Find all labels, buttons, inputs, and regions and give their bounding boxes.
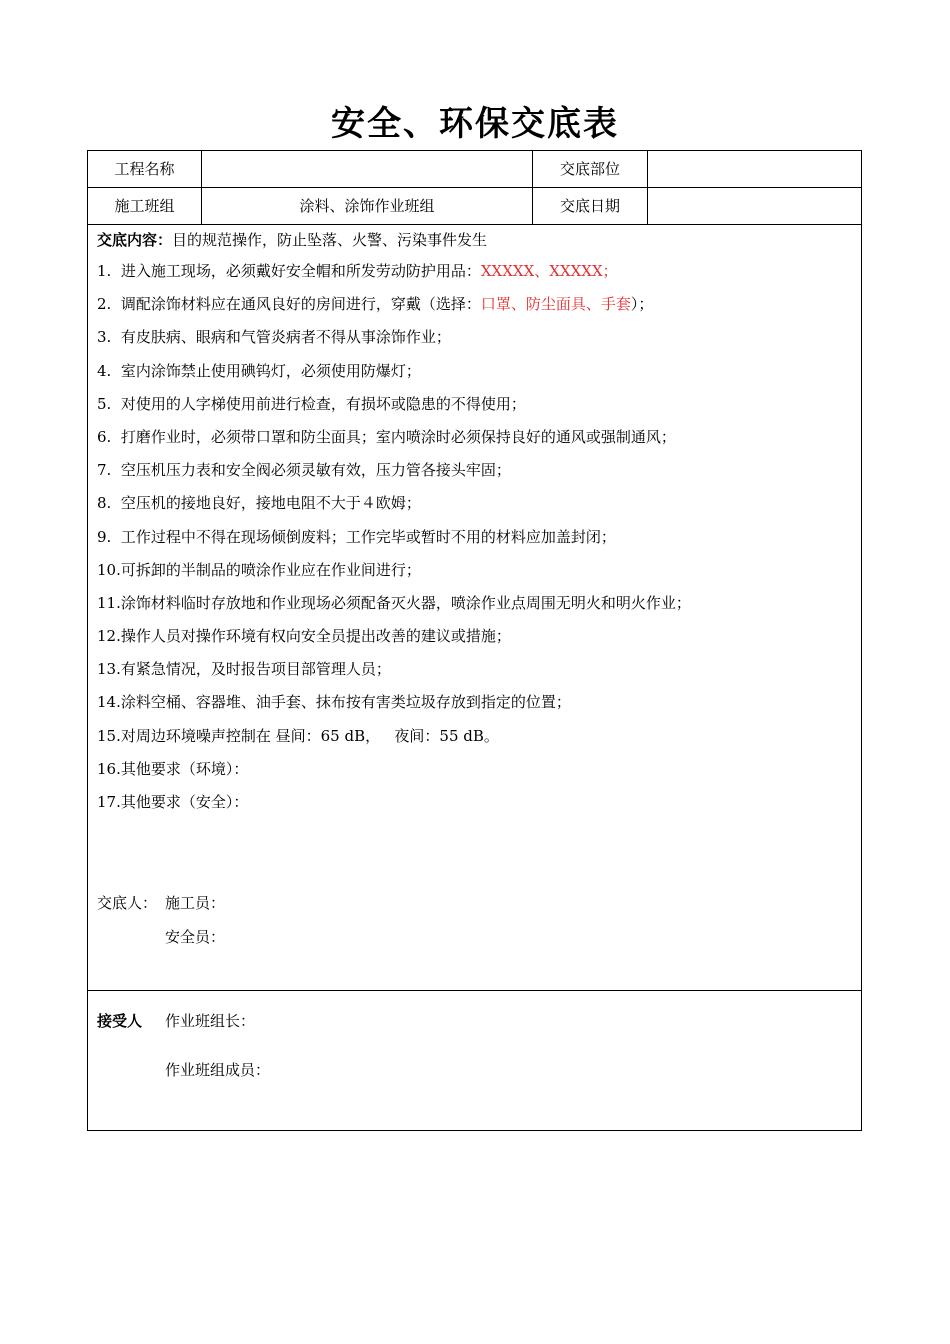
requirement-list <box>97 259 691 823</box>
list-item: 8. 空压机的接地良好，接地电阻不大于４欧姆； <box>97 494 421 513</box>
list-item: 9. 工作过程中不得在现场倾倒废料；工作完毕或暂时不用的材料应加盖封闭； <box>97 527 616 546</box>
team-field[interactable]: 涂料、涂饰作业班组 <box>202 188 533 224</box>
header-row-2 <box>88 188 861 225</box>
location-field[interactable] <box>648 151 861 187</box>
list-item: 14.涂料空桶、容器堆、油手套、抹布按有害类垃圾存放到指定的位置； <box>97 693 571 712</box>
constructor-signature-field[interactable]: 施工员： <box>165 894 226 912</box>
list-item: 17.其他要求（安全）： <box>97 793 249 811</box>
discloser-label: 交底人： <box>97 894 158 912</box>
date-field[interactable] <box>648 188 861 224</box>
header-row-1 <box>88 151 861 188</box>
safety-officer-signature-field[interactable]: 安全员： <box>165 928 226 946</box>
team-label: 施工班组 <box>88 188 202 224</box>
page-title: 安全、环保交底表 <box>331 104 619 144</box>
list-item: 16.其他要求（环境）： <box>97 759 249 778</box>
list-item: 7. 空压机压力表和安全阀必须灵敏有效，压力管各接头牢固； <box>97 461 511 480</box>
content-intro <box>97 228 487 252</box>
list-item: 15.对周边环境噪声控制在 昼间：65 dB， 夜间：55 dB。 <box>97 726 499 745</box>
project-name-label: 工程名称 <box>88 151 202 187</box>
team-leader-signature-field[interactable]: 作业班组长： <box>165 1012 256 1030</box>
content-heading: 交底内容： <box>97 231 173 249</box>
list-item: 1. 进入施工现场，必须戴好安全帽和所发劳动防护用品：XXXXX、XXXXX； <box>97 262 618 280</box>
list-item: 10.可拆卸的半制品的喷涂作业应在作业间进行； <box>97 560 421 579</box>
team-members-signature-field[interactable]: 作业班组成员： <box>165 1061 271 1079</box>
list-item: 3. 有皮肤病、眼病和气管炎病者不得从事涂饰作业； <box>97 328 451 347</box>
disclosure-form <box>87 150 862 1131</box>
list-item: 6. 打磨作业时，必须带口罩和防尘面具；室内喷涂时必须保持良好的通风或强制通风； <box>97 427 676 446</box>
content-purpose: 目的规范操作，防止坠落、火警、污染事件发生 <box>172 231 488 249</box>
list-item: 13.有紧急情况，及时报告项目部管理人员； <box>97 660 391 679</box>
project-name-field[interactable] <box>202 151 533 187</box>
location-label: 交底部位 <box>533 151 648 187</box>
list-item: 2. 调配涂饰材料应在通风良好的房间进行，穿戴（选择：口罩、防尘面具、手套）； <box>97 295 654 314</box>
list-item: 12.操作人员对操作环境有权向安全员提出改善的建议或措施； <box>97 627 511 646</box>
date-label: 交底日期 <box>533 188 648 224</box>
list-item: 5. 对使用的人字梯使用前进行检查，有损坏或隐患的不得使用； <box>97 394 526 413</box>
list-item: 4. 室内涂饰禁止使用碘钨灯，必须使用防爆灯； <box>97 361 421 380</box>
disclosure-content <box>88 225 861 991</box>
receiver-label: 接受人 <box>97 1012 143 1030</box>
list-item: 11.涂饰材料临时存放地和作业现场必须配备灭火器，喷涂作业点周围无明火和明火作业； <box>97 593 691 612</box>
receiver-section <box>88 991 861 1130</box>
